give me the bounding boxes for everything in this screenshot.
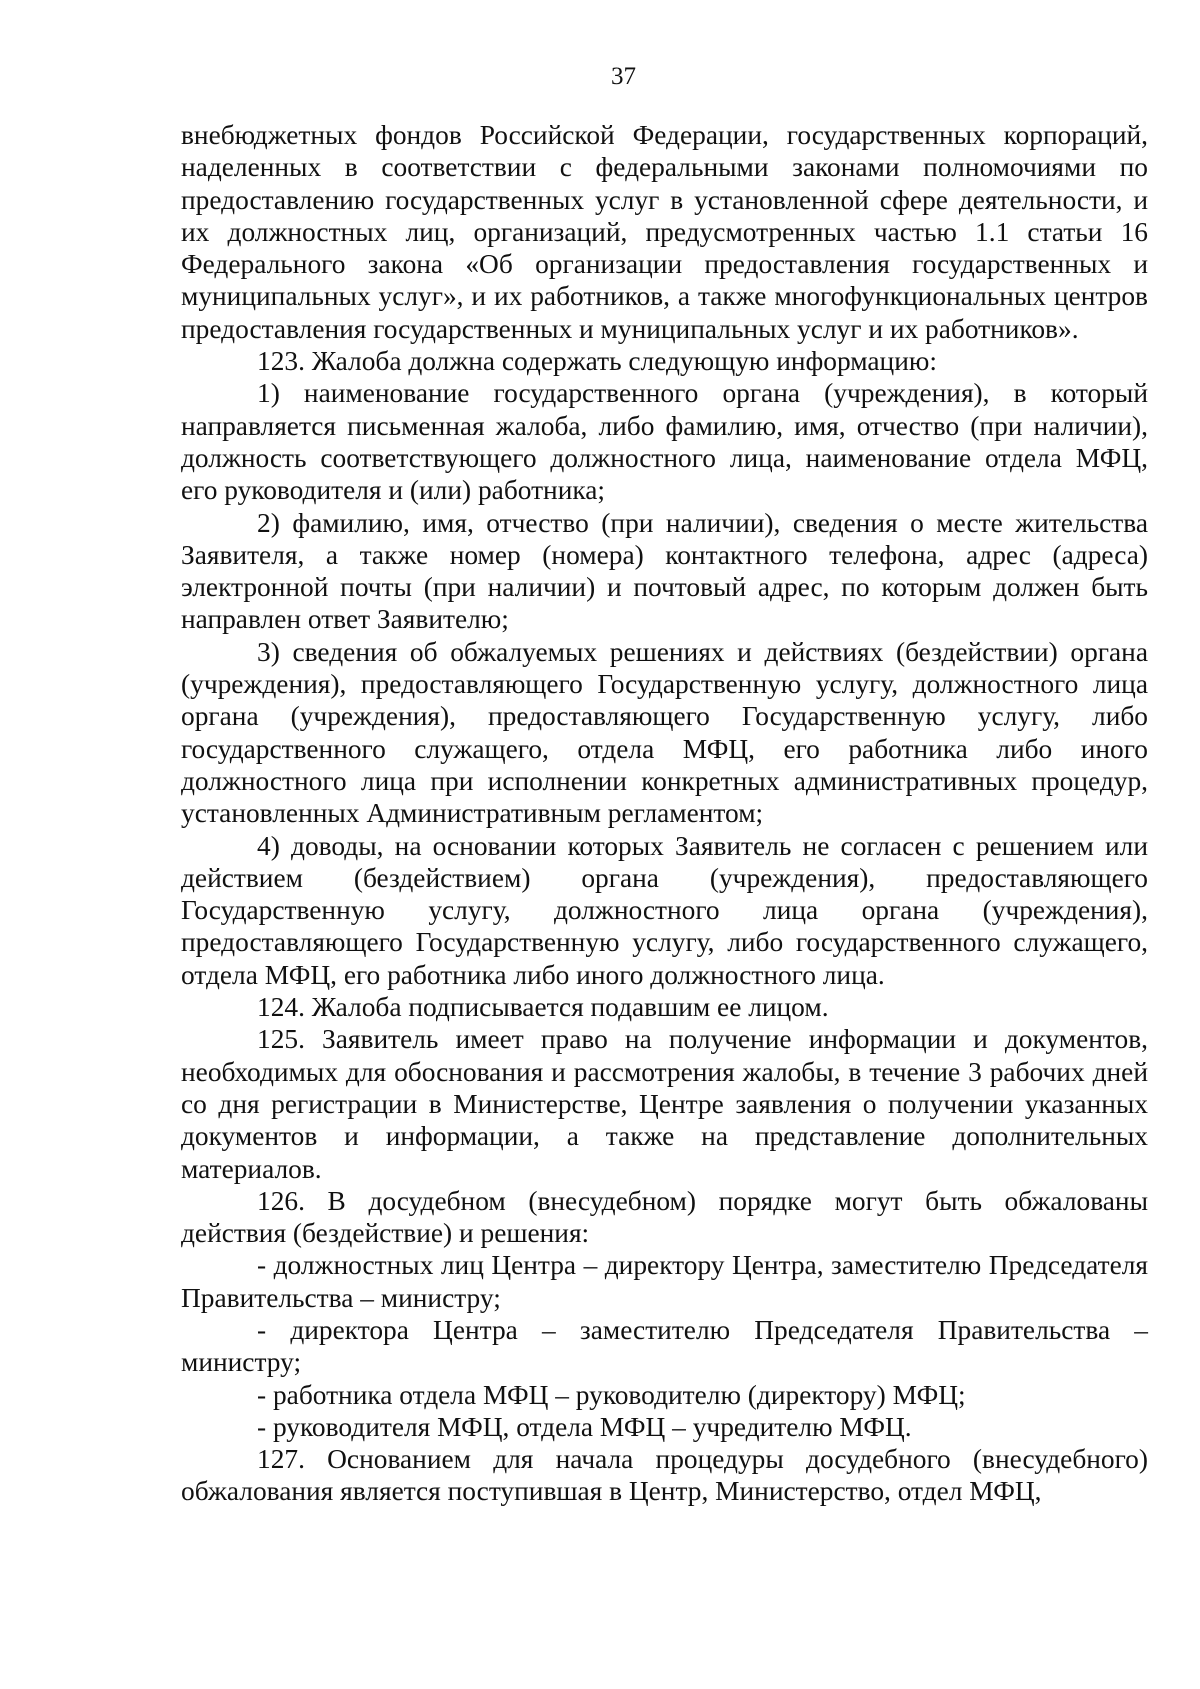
paragraph-item-1: 1) наименование государственного органа (учреждения), в который направляется письменная жалоба, либо фамилию, имя, отчество (при наличии), должность соответствующего должностного лица, наименование отдела МФЦ, его руководителя и (или) работника; [181, 378, 1148, 506]
paragraph-127: 127. Основанием для начала процедуры досудебного (внесудебного) обжалования является поступившая в Центр, Министерство, отдел МФЦ, [181, 1444, 1148, 1507]
page-number: 37 [611, 63, 636, 90]
paragraph-126: 126. В досудебном (внесудебном) порядке могут быть обжалованы действия (бездействие) и решения: [181, 1185, 1148, 1249]
paragraph-continuation: внебюджетных фондов Российской Федерации, государственных корпораций, наделенных в соответствии с федеральными законами полномочиями по предоставлению государственных услуг в установленной сфере деятельности, и их должностных лиц, организаций, предусмотренных частью 1.1 статьи 16 Федерального закона «Об организации предоставления государственных и муниципальных услуг», и их работников, а также многофункциональных центров предоставления государственных и муниципальных услуг и их работников». [181, 120, 1148, 344]
paragraph-item-2: 2) фамилию, имя, отчество (при наличии), сведения о месте жительства Заявителя, а также номер (номера) контактного телефона, адрес (адреса) электронной почты (при наличии) и почтовый адрес, по которым должен быть направлен ответ Заявителю; [181, 507, 1148, 635]
list-item-mfc-employee: - работника отдела МФЦ – руководителю (директору) МФЦ; [257, 1379, 966, 1410]
paragraph-124: 124. Жалоба подписывается подавшим ее лицом. [257, 992, 829, 1023]
list-item-director: - директора Центра – заместителю Председателя Правительства – министру; [181, 1314, 1148, 1378]
list-item-mfc-head: - руководителя МФЦ, отдела МФЦ – учредителю МФЦ. [257, 1411, 912, 1442]
paragraph-125: 125. Заявитель имеет право на получение информации и документов, необходимых для обоснования и рассмотрения жалобы, в течение 3 рабочих дней со дня регистрации в Министерстве, Центре заявления о получении указанных документов и информации, а также на представление дополнительных материалов. [181, 1024, 1148, 1184]
paragraph-item-4: 4) доводы, на основании которых Заявитель не согласен с решением или действием (бездействием) органа (учреждения), предоставляющего Государственную услугу, должностного лица органа (учреждения), предоставляющего Государственную услугу, либо государственного служащего, отдела МФЦ, его работника либо иного должностного лица. [181, 830, 1148, 990]
list-item-officials: - должностных лиц Центра – директору Центра, заместителю Председателя Правительства – министру; [181, 1250, 1148, 1313]
paragraph-item-3: 3) сведения об обжалуемых решениях и действиях (бездействии) органа (учреждения), предоставляющего Государственную услугу, должностного лица органа (учреждения), предоставляющего Государственную услугу, либо государственного служащего, отдела МФЦ, его работника либо иного должностного лица при исполнении конкретных административных процедур, установленных Административным регламентом; [181, 636, 1148, 829]
paragraph-123: 123. Жалоба должна содержать следующую информацию: [257, 346, 937, 377]
document-body [181, 119, 1148, 1508]
